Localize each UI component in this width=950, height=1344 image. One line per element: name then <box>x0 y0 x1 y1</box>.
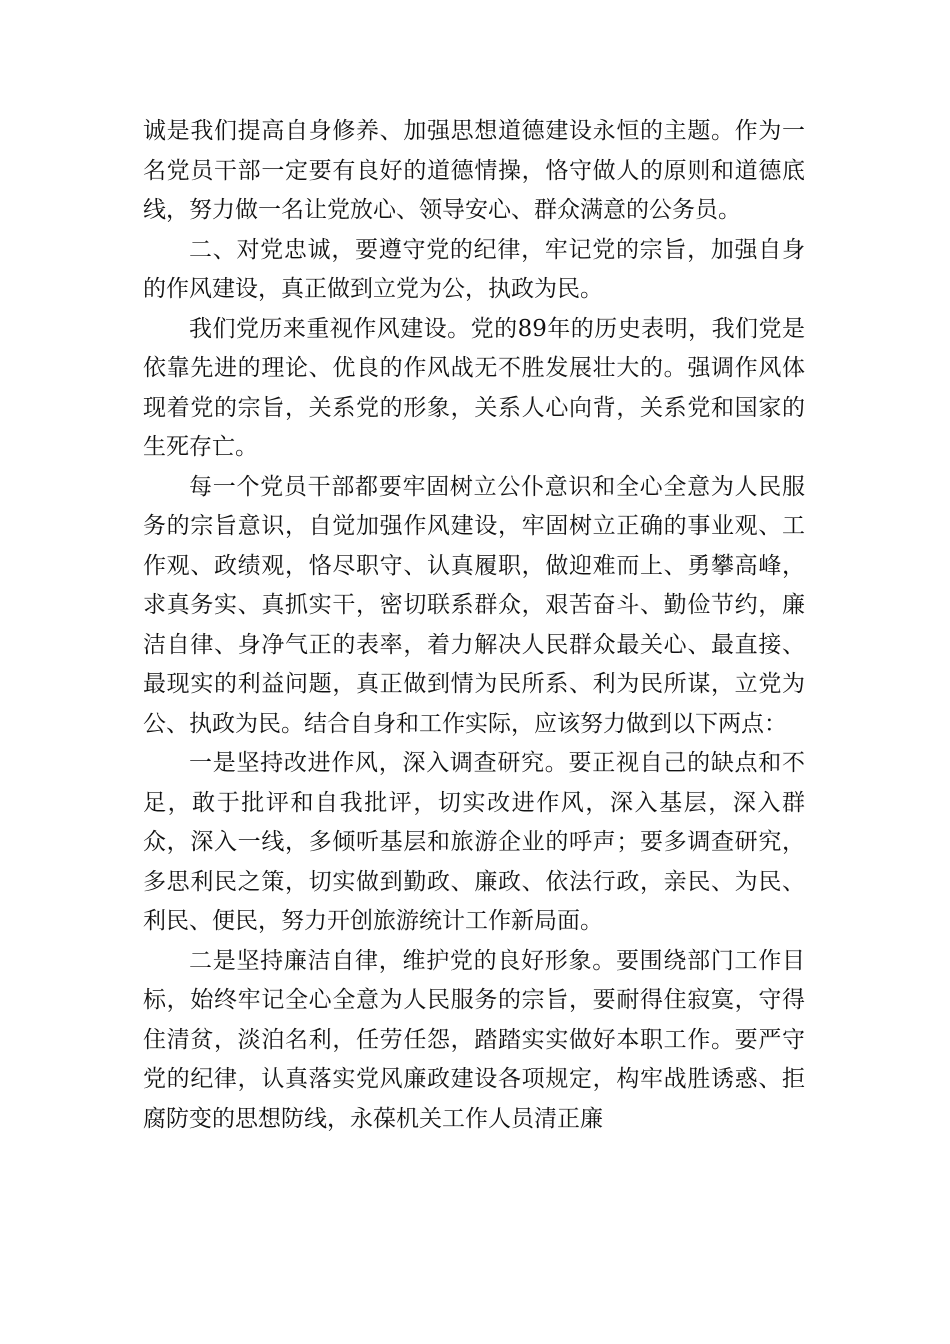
paragraph-5: 一是坚持改进作风，深入调查研究。要正视自己的缺点和不足，敢于批评和自我批评，切实改进作风，深入基层，深入群众，深入一线，多倾听基层和旅游企业的呼声；要多调查研究，多思利民之策，切实做到勤政、廉政、依法行政，亲民、为民、利民、便民，努力开创旅游统计工作新局面。 <box>143 750 805 934</box>
body-text <box>143 112 805 1139</box>
paragraph-3: 我们党历来重视作风建设。党的89年的历史表明，我们党是依靠先进的理论、优良的作风战无不胜发展壮大的。强调作风体现着党的宗旨，关系党的形象，关系人心向背，关系党和国家的生死存亡。 <box>143 315 805 460</box>
paragraph-4: 每一个党员干部都要牢固树立公仆意识和全心全意为人民服务的宗旨意识，自觉加强作风建设，牢固树立正确的事业观、工作观、政绩观，恪尽职守、认真履职，做迎难而上、勇攀高峰，求真务实、真抓实干，密切联系群众，艰苦奋斗、勤俭节约，廉洁自律、身净气正的表率，着力解决人民群众最关心、最直接、最现实的利益问题，真正做到情为民所系、利为民所谋，立党为公、执政为民。结合自身和工作实际，应该努力做到以下两点： <box>143 473 805 737</box>
paragraph-2-heading: 二、对党忠诚，要遵守党的纪律，牢记党的宗旨，加强自身的作风建设，真正做到立党为公，执政为民。 <box>143 236 805 302</box>
paragraph-1: 诚是我们提高自身修养、加强思想道德建设永恒的主题。作为一名党员干部一定要有良好的道德情操，恪守做人的原则和道德底线，努力做一名让党放心、领导安心、群众满意的公务员。 <box>143 118 805 223</box>
paragraph-6: 二是坚持廉洁自律，维护党的良好形象。要围绕部门工作目标，始终牢记全心全意为人民服务的宗旨，要耐得住寂寞，守得住清贫，淡泊名利，任劳任怨，踏踏实实做好本职工作。要严守党的纪律，认真落实党风廉政建设各项规定，构牢战胜诱惑、拒腐防变的思想防线，永葆机关工作人员清正廉 <box>143 947 805 1132</box>
